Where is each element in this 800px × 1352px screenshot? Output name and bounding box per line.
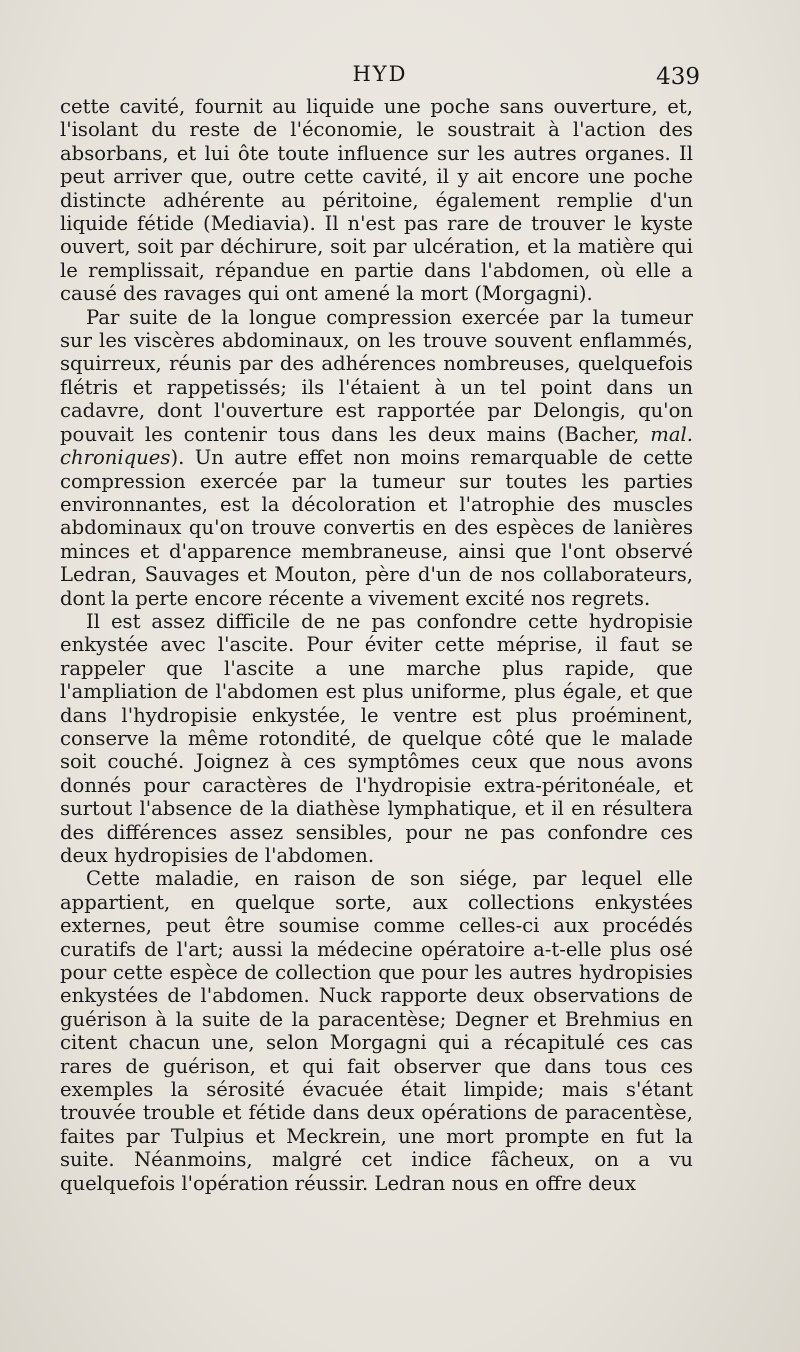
running-head: HYD bbox=[352, 62, 408, 86]
page-header bbox=[60, 62, 700, 92]
paragraph-4: Cette maladie, en raison de son siége, par lequel elle appartient, en quelque sorte, aux collections enkystées externes, peut être soumise comme celles-ci aux procédés curatifs de l'art; aussi la médecine opératoire a-t-elle plus osé pour cette espèce de collection que pour les autres hydropisies enkystées de l'abdomen. Nuck rapporte deux observations de guérison à la suite de la paracentèse; Degner et Brehmius en citent chacun une, selon Morgagni qui a récapitulé ces cas rares de guérison, et qui fait observer que dans tous ces exemples la sérosité évacuée était limpide; mais s'étant trouvée trouble et fétide dans deux opérations de paracentèse, faites par Tulpius et Meckrein, une mort prompte en fut la suite. Néanmoins, malgré cet indice fâcheux, on a vu quelquefois l'opération réussir. Ledran nous en offre deux bbox=[60, 867, 693, 1195]
page-number: 439 bbox=[656, 64, 700, 90]
paragraph-2-text-before: Par suite de la longue compression exercée par la tumeur sur les viscères abdominaux, on les trouve souvent enflammés, squirreux, réunis par des adhérences nombreuses, quelquefois flétris et rappetissés; ils l'étaient à un tel point dans un cadavre, dont l'ouverture est rapportée par Delongis, qu'on pouvait les contenir tous dans les deux mains (Bacher, bbox=[60, 305, 693, 446]
paragraph-3: Il est assez difficile de ne pas confondre cette hydropisie enkystée avec l'ascite. Pour éviter cette méprise, il faut se rappeler que l'ascite a une marche plus rapide, que l'ampliation de l'abdomen est plus uniforme, plus égale, et que dans l'hydropisie enkystée, le ventre est plus proéminent, conserve la même rotondité, de quelque côté que le malade soit couché. Joignez à ces symptômes ceux que nous avons donnés pour caractères de l'hydropisie extra-péritonéale, et surtout l'absence de la diathèse lymphatique, et il en résultera des différences assez sensibles, pour ne pas confondre ces deux hydropisies de l'abdomen. bbox=[60, 609, 693, 867]
paragraph-2-text-after: ). Un autre effet non moins remarquable de cette compression exercée par la tumeur sur toutes les parties environnantes, est la décoloration et l'atrophie des muscles abdominaux qu'on trouve convertis en des espèces de lanières minces et d'apparence membraneuse, ainsi que l'ont observé Ledran, Sauvages et Mouton, père d'un de nos collaborateurs, dont la perte encore récente a vivement excité nos regrets. bbox=[60, 446, 693, 610]
paragraph-1: cette cavité, fournit au liquide une poche sans ouverture, et, l'isolant du reste de l'économie, le soustrait à l'action des absorbans, et lui ôte toute influence sur les autres organes. Il peut arriver que, outre cette cavité, il y ait encore une poche distincte adhérente au péritoine, également remplie d'un liquide fétide (Mediavia). Il n'est pas rare de trouver le kyste ouvert, soit par déchirure, soit par ulcération, et la matière qui le remplissait, répandue en partie dans l'abdomen, où elle a causé des ravages qui ont amené la mort (Morgagni). bbox=[60, 95, 693, 306]
paragraph-2 bbox=[60, 306, 693, 610]
citation-italic: mal. chroniques bbox=[60, 422, 693, 470]
body-text bbox=[60, 95, 693, 1195]
